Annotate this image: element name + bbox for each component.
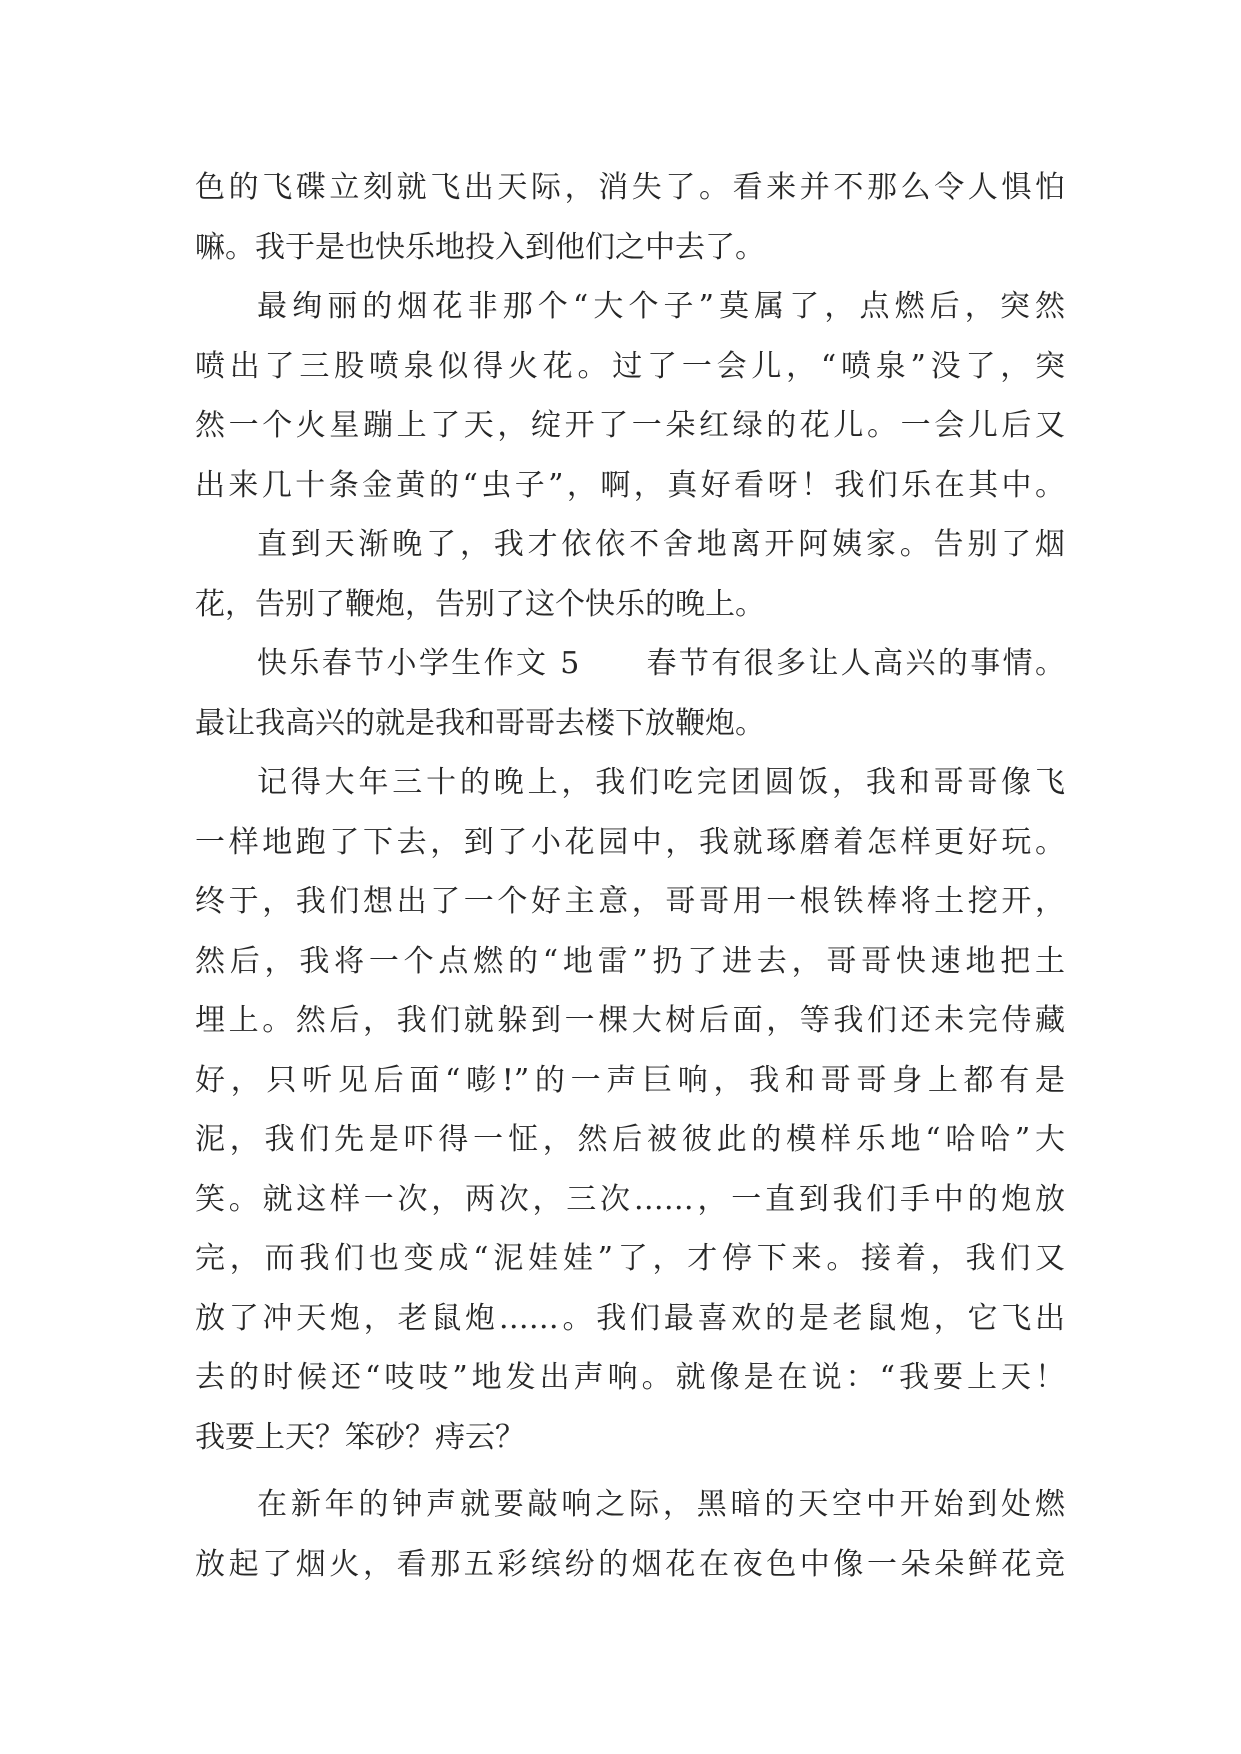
text-line: 一样地跑了下去，到了小花园中，我就琢磨着怎样更好玩。	[195, 824, 1065, 860]
text-line: 泥，我们先是吓得一怔，然后被彼此的模样乐地“哈哈”大	[195, 1122, 1065, 1157]
text-line: 出来几十条金黄的“虫子”，啊，真好看呀！我们乐在其中。	[195, 467, 1065, 503]
text-line: 然一个火星蹦上了天，绽开了一朵红绿的花儿。一会儿后又	[195, 408, 1065, 443]
text-line: 然后，我将一个点燃的“地雷”扔了进去，哥哥快速地把土	[195, 943, 1065, 979]
text-line: 我要上天？笨砂？痔云？	[195, 1419, 525, 1455]
essay-body	[195, 158, 1065, 1594]
paragraph-first-line: 快乐春节小学生作文 5 春节有很多让人高兴的事情。	[257, 646, 1065, 681]
text-line: 笑。就这样一次，两次，三次……，一直到我们手中的炮放	[195, 1181, 1065, 1217]
text-line: 完，而我们也变成“泥娃娃”了，才停下来。接着，我们又	[195, 1241, 1065, 1276]
text-line: 终于，我们想出了一个好主意，哥哥用一根铁棒将土挖开，	[195, 884, 1065, 919]
text-line: 色的飞碟立刻就飞出天际，消失了。看来并不那么令人惧怕	[195, 170, 1065, 205]
paragraph-first-line: 直到天渐晚了，我才依依不舍地离开阿姨家。告别了烟	[257, 527, 1065, 562]
text-line: 放起了烟火，看那五彩缤纷的烟花在夜色中像一朵朵鲜花竞	[195, 1546, 1065, 1582]
paragraph-first-line: 在新年的钟声就要敲响之际，黑暗的天空中开始到处燃	[257, 1487, 1065, 1522]
paragraph-first-line: 最绚丽的烟花非那个“大个子”莫属了，点燃后，突然	[257, 289, 1065, 324]
text-line: 嘛。我于是也快乐地投入到他们之中去了。	[195, 229, 765, 265]
text-line: 放了冲天炮，老鼠炮……。我们最喜欢的是老鼠炮，它飞出	[195, 1300, 1065, 1336]
text-line: 好，只听见后面“嘭!”的一声巨响，我和哥哥身上都有是	[195, 1062, 1065, 1098]
text-line: 喷出了三股喷泉似得火花。过了一会儿，“喷泉”没了，突	[195, 348, 1065, 384]
paragraph-first-line: 记得大年三十的晚上，我们吃完团圆饭，我和哥哥像飞	[257, 765, 1065, 800]
text-line: 花，告别了鞭炮，告别了这个快乐的晚上。	[195, 586, 765, 622]
text-line: 去的时候还“吱吱”地发出声响。就像是在说：“我要上天！	[195, 1360, 1065, 1395]
text-line: 埋上。然后，我们就躲到一棵大树后面，等我们还未完侍藏	[195, 1003, 1065, 1038]
text-line: 最让我高兴的就是我和哥哥去楼下放鞭炮。	[195, 705, 765, 741]
